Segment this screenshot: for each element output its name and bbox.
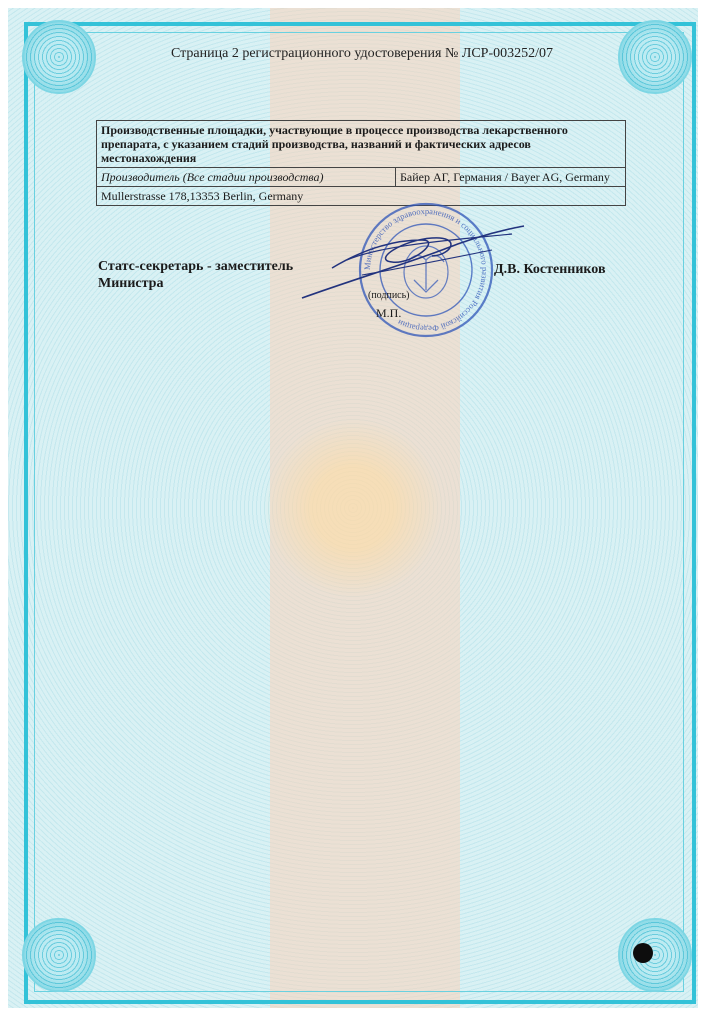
manufacturer-name-cell: Байер АГ, Германия / Bayer AG, Germany <box>396 168 626 187</box>
signatory-name: Д.В. Костенников <box>494 262 606 277</box>
seal-inscription: Министерство здравоохранения и социального развития Российской Федерации <box>361 205 491 335</box>
page-title: Страница 2 регистрационного удостоверения № ЛСР-003252/07 <box>170 46 554 61</box>
table-title-cell: Производственные площадки, участвующие в процессе производства лекарственного препарата, с указанием стадий производства, названий и фактических адресов местонахождения <box>97 121 626 168</box>
handwritten-signature <box>292 210 532 310</box>
table-row <box>97 168 626 187</box>
signature-caption: (подпись) <box>368 290 410 301</box>
corner-rosette-bottom-left <box>22 918 96 992</box>
signatory-position: Статс-секретарь - заместитель Министра <box>98 259 294 291</box>
production-sites-table <box>96 120 626 206</box>
table-row <box>97 121 626 168</box>
manufacturer-role-cell: Производитель (Все стадии производства) <box>97 168 396 187</box>
punch-hole <box>633 943 653 963</box>
manufacturer-address-cell: Mullerstrasse 178,13353 Berlin, Germany <box>97 187 626 206</box>
stamp-place-mark: М.П. <box>376 306 402 320</box>
corner-rosette-bottom-right <box>618 918 692 992</box>
